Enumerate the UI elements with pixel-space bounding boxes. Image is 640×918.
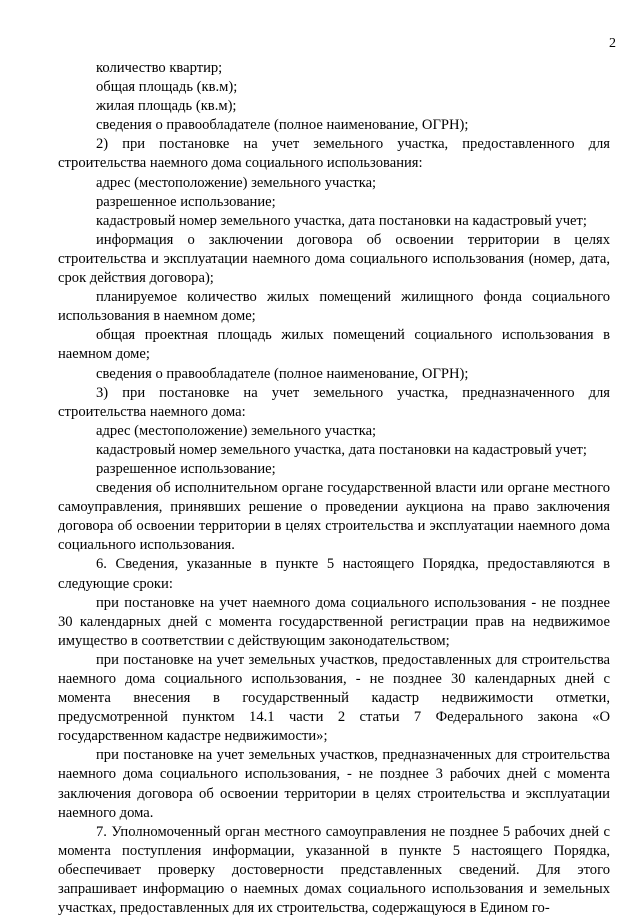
paragraph-permitted-use-2: разрешенное использование;	[96, 460, 276, 477]
paragraph-owner-info-2: сведения о правообладателе (полное наименование, ОГРН);	[96, 365, 469, 382]
paragraph-living-area: жилая площадь (кв.м);	[96, 98, 237, 115]
paragraph-planned-units: планируемое количество жилых помещений жилищного фонда социального использования в наемном доме;	[58, 289, 610, 325]
paragraph-item-2: 2) при постановке на учет земельного участка, предоставленного для строительства наемного дома социального использования:	[58, 136, 610, 172]
paragraph-total-area: общая площадь (кв.м);	[96, 79, 238, 96]
paragraph-permitted-use: разрешенное использование;	[96, 193, 276, 210]
paragraph-owner-info: сведения о правообладателе (полное наименование, ОГРН);	[96, 117, 469, 134]
paragraph-address: адрес (местоположение) земельного участка;	[96, 174, 377, 191]
paragraph-deadline-house: при постановке на учет наемного дома социального использования - не позднее 30 календарных дней с момента государственной регистрации прав на недвижимое имущество в соответствии с действующим законодательством;	[58, 594, 610, 649]
paragraph-executive-body: сведения об исполнительном органе государственной власти или органе местного самоуправления, принявших решение о проведении аукциона на право заключения договора об освоении территории в целях строительства и эксплуатации наемного дома социального использования.	[58, 480, 610, 554]
paragraph-cadastral-number: кадастровый номер земельного участка, дата постановки на кадастровый учет;	[96, 212, 587, 229]
paragraph-deadline-intended-land: при постановке на учет земельных участков, предназначенных для строительства наемного дома социального использования, - не позднее 3 рабочих дней с момента заключения договора об освоении территории в целях строительства и эксплуатации наемного дома.	[58, 747, 610, 821]
paragraph-apartment-count: количество квартир;	[96, 60, 223, 76]
paragraph-deadline-provided-land: при постановке на учет земельных участков, предоставленных для строительства наемного дома социального использования, - не позднее 30 календарных дней с момента внесения в государственный кадастр недвижимости отметки, предусмотренной пунктом 14.1 части 2 статьи 7 Федерального закона «О государственном кадастре недвижимости»;	[58, 651, 610, 745]
paragraph-address-2: адрес (местоположение) земельного участка;	[96, 422, 377, 439]
paragraph-item-3: 3) при постановке на учет земельного участка, предназначенного для строительства наемного дома:	[58, 384, 610, 420]
page-number: 2	[609, 36, 616, 51]
paragraph-section-6: 6. Сведения, указанные в пункте 5 настоящего Порядка, предоставляются в следующие сроки:	[58, 556, 610, 592]
paragraph-section-7: 7. Уполномоченный орган местного самоуправления не позднее 5 рабочих дней с момента поступления информации, указанной в пункте 5 настоящего Порядка, обеспечивает проверку достоверности представленных сведений. Для этого запрашивает информацию о наемных домах социального использования и земельных участках, предоставленных для их строительства, содержащуюся в Едином го-	[58, 823, 610, 917]
paragraph-contract-info: информация о заключении договора об освоении территории в целях строительства и эксплуатации наемного дома социального использования (номер, дата, срок действия договора);	[58, 231, 610, 287]
document-body	[58, 59, 610, 918]
paragraph-design-area: общая проектная площадь жилых помещений социального использования в наемном доме;	[58, 327, 610, 363]
paragraph-cadastral-number-2: кадастровый номер земельного участка, дата постановки на кадастровый учет;	[96, 441, 587, 458]
